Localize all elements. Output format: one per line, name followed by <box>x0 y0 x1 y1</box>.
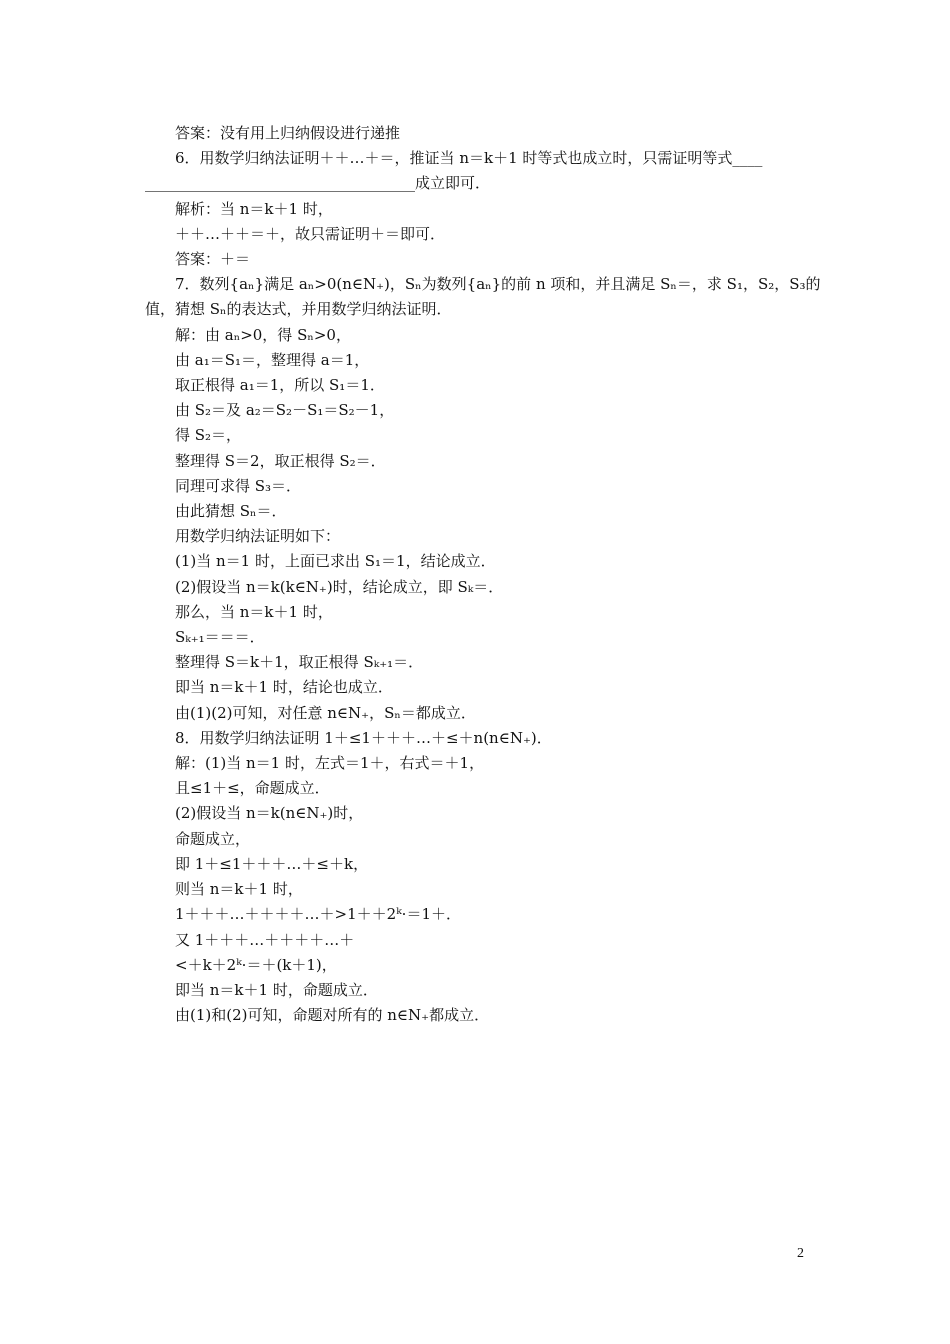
text-line: 解析：当 n＝k＋1 时， <box>175 199 333 218</box>
text-line: 由(1)和(2)可知，命题对所有的 n∈N₊都成立． <box>175 1006 490 1025</box>
text-line: 则当 n＝k＋1 时， <box>175 880 303 899</box>
text-line: 又 1＋＋＋…＋＋＋＋…＋ <box>175 930 355 949</box>
text-line: 即当 n＝k＋1 时，结论也成立． <box>175 678 393 697</box>
text-line: 8．用数学归纳法证明 1＋≤1＋＋＋…＋≤＋n(n∈N₊)． <box>175 728 552 747</box>
text-line: 由此猜想 Sₙ＝． <box>175 502 287 521</box>
document-body <box>145 121 821 1028</box>
text-line: <＋k＋2ᵏ·＝＋(k＋1)， <box>175 955 337 974</box>
text-line: 由 S₂＝及 a₂＝S₂－S₁＝S₂－1， <box>175 401 395 420</box>
text-line: 值，猜想 Sₙ的表达式，并用数学归纳法证明． <box>145 300 452 319</box>
text-line: 同理可求得 S₃＝． <box>175 476 302 495</box>
text-line: 答案：没有用上归纳假设进行递推 <box>175 124 401 142</box>
text-line: 即 1＋≤1＋＋＋…＋≤＋k， <box>175 854 369 873</box>
text-line: 解：(1)当 n＝1 时，左式＝1＋，右式＝＋1， <box>175 754 485 773</box>
text-line: (2)假设当 n＝k(k∈N₊)时，结论成立，即 Sₖ＝． <box>175 577 504 596</box>
text-line: ＋＋…＋＋＝＋，故只需证明＋＝即可． <box>175 224 446 243</box>
text-line: 整理得 S＝k＋1，取正根得 Sₖ₊₁＝． <box>175 653 424 672</box>
text-line: 且≤1＋≤，命题成立． <box>175 779 330 798</box>
text-line: 命题成立， <box>175 829 251 848</box>
text-line: 整理得 S＝2，取正根得 S₂＝． <box>175 451 386 470</box>
text-line: 解：由 aₙ>0，得 Sₙ>0， <box>175 325 351 344</box>
text-line: 即当 n＝k＋1 时，命题成立． <box>175 980 378 999</box>
page-number: 2 <box>797 1246 804 1261</box>
text-line: (1)当 n＝1 时，上面已求出 S₁＝1，结论成立． <box>175 552 496 571</box>
text-line: 由 a₁＝S₁＝，整理得 a＝1， <box>175 350 370 369</box>
text-line: 取正根得 a₁＝1，所以 S₁＝1． <box>175 376 385 395</box>
text-line: 答案：＋＝ <box>175 250 251 269</box>
text-line: (2)假设当 n＝k(n∈N₊)时， <box>175 804 364 823</box>
text-line: 那么，当 n＝k＋1 时， <box>175 602 333 621</box>
text-line: 得 S₂＝， <box>175 426 242 445</box>
text-line: ____________________________________成立即可． <box>145 174 491 193</box>
text-line: 1＋＋＋…＋＋＋＋…＋>1＋＋2ᵏ·＝1＋． <box>175 905 461 924</box>
text-line: 6．用数学归纳法证明＋＋…＋＝，推证当 n＝k＋1 时等式也成立时，只需证明等式____ <box>175 149 763 168</box>
text-line: 由(1)(2)可知，对任意 n∈N₊，Sₙ＝都成立． <box>175 703 476 722</box>
text-line: Sₖ₊₁＝＝＝． <box>175 628 265 647</box>
text-line: 7．数列{aₙ}满足 aₙ>0(n∈N₊)，Sₙ为数列{aₙ}的前 n 项和，并且满足 Sₙ＝，求 S₁，S₂，S₃的 <box>175 275 821 294</box>
text-line: 用数学归纳法证明如下： <box>175 527 341 546</box>
